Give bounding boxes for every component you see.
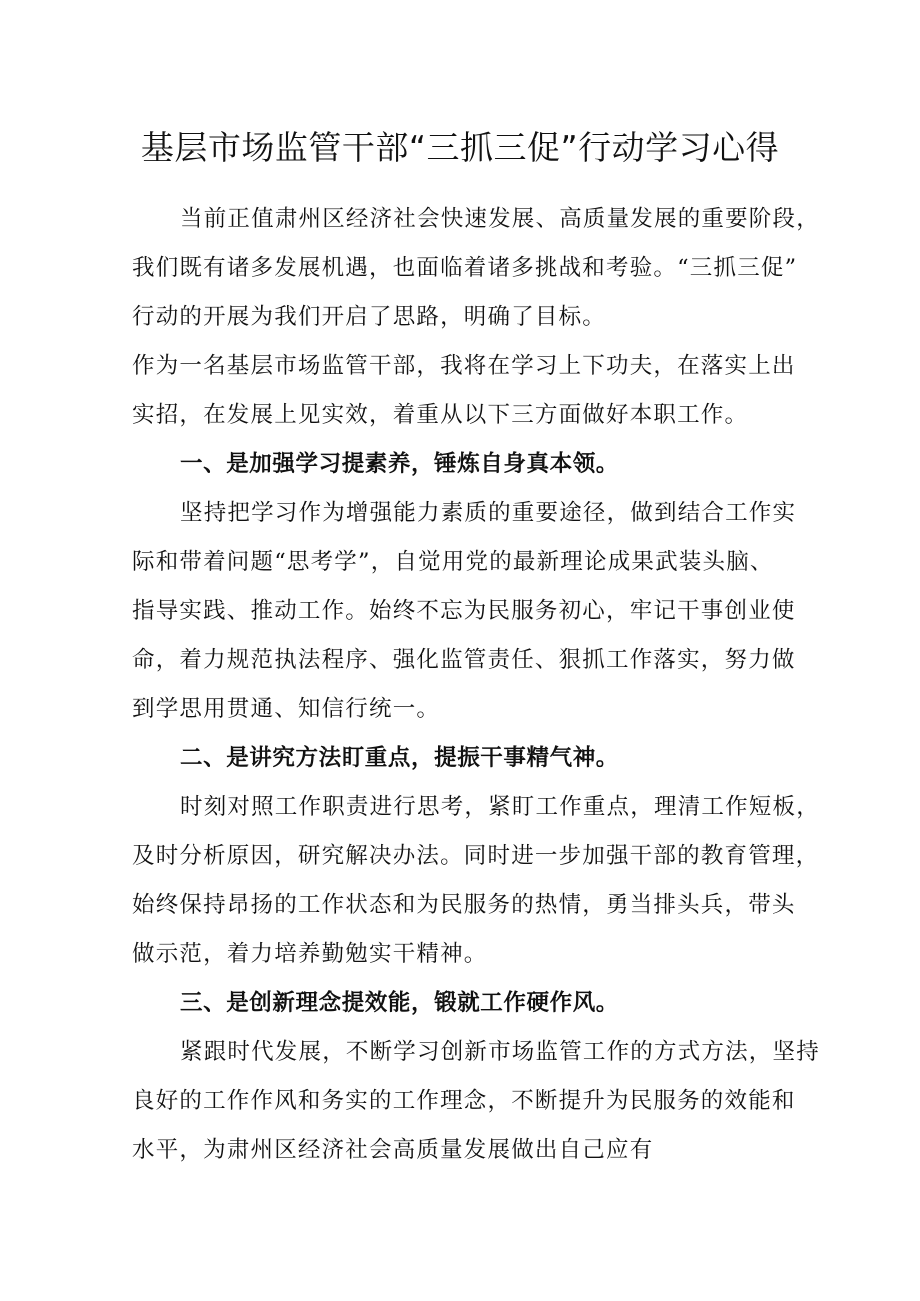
section-2-line-3: 始终保持昂扬的工作状态和为民服务的热情，勇当排头兵，带头 — [132, 892, 796, 918]
section-3-line-3: 水平，为肃州区经济社会高质量发展做出自己应有 — [132, 1137, 654, 1163]
section-heading-2: 二、是讲究方法盯重点，提振干事精气神。 — [180, 745, 619, 771]
section-1-line-2: 际和带着问题“思考学”，自觉用党的最新理论成果武装头脑、 — [132, 549, 774, 575]
paragraph-2-line-1: 作为一名基层市场监管干部，我将在学习上下功夫，在落实上出 — [132, 353, 796, 379]
document-title: 基层市场监管干部“三抓三促”行动学习心得 — [140, 128, 780, 167]
section-heading-3: 三、是创新理念提效能，锻就工作硬作风。 — [180, 990, 619, 1016]
paragraph-1-line-1: 当前正值肃州区经济社会快速发展、高质量发展的重要阶段， — [180, 206, 820, 232]
section-1-line-5: 到学思用贯通、知信行统一。 — [132, 696, 441, 722]
section-1-line-3: 指导实践、推动工作。始终不忘为民服务初心，牢记干事创业使 — [132, 598, 796, 624]
section-1-line-1: 坚持把学习作为增强能力素质的重要途径，做到结合工作实 — [180, 500, 797, 526]
section-3-line-1: 紧跟时代发展，不断学习创新市场监管工作的方式方法，坚持 — [180, 1039, 820, 1065]
section-2-line-2: 及时分析原因，研究解决办法。同时进一步加强干部的教育管理， — [132, 843, 820, 869]
paragraph-1-line-3: 行动的开展为我们开启了思路，明确了目标。 — [132, 304, 607, 330]
paragraph-2-line-2: 实招，在发展上见实效，着重从以下三方面做好本职工作。 — [132, 402, 749, 428]
paragraph-1-line-2: 我们既有诸多发展机遇，也面临着诸多挑战和考验。“三抓三促” — [132, 255, 798, 281]
section-2-line-1: 时刻对照工作职责进行思考，紧盯工作重点，理清工作短板， — [180, 794, 820, 820]
section-1-line-4: 命，着力规范执法程序、强化监管责任、狠抓工作落实，努力做 — [132, 647, 796, 673]
section-2-line-4: 做示范，着力培养勤勉实干精神。 — [132, 941, 488, 967]
section-3-line-2: 良好的工作作风和务实的工作理念，不断提升为民服务的效能和 — [132, 1088, 796, 1114]
section-heading-1: 一、是加强学习提素养，锤炼自身真本领。 — [180, 451, 619, 477]
